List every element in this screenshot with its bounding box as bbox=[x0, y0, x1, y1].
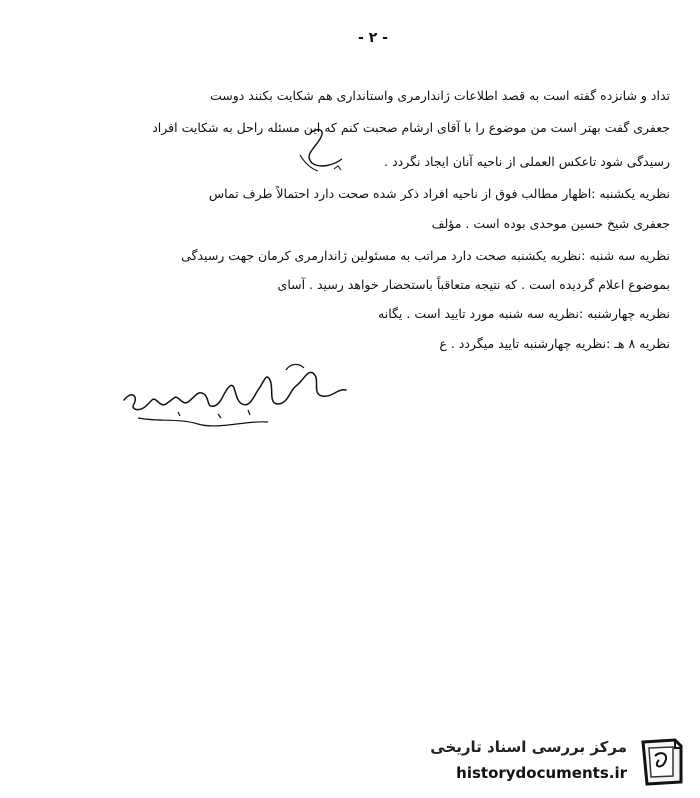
watermark-title: مرکز بررسی اسناد تاریخی bbox=[430, 738, 627, 756]
opinion-sunday: نظریه یکشنبه :اظهار مطالب فوق از ناحیه افراد ذکر شده صحت دارد احتمالاً طرف تماس bbox=[208, 186, 670, 201]
page-number: - ۲ - bbox=[358, 30, 388, 46]
watermark bbox=[410, 730, 695, 792]
handwritten-signature bbox=[118, 360, 358, 450]
body-line: رسیدگی شود تاعکس العملی از ناحیه آنان ایجاد نگردد . bbox=[384, 154, 670, 169]
watermark-url: historydocuments.ir bbox=[456, 764, 627, 782]
archive-logo-icon bbox=[635, 736, 689, 788]
body-line: تداد و شانزده گفته است به قصد اطلاعات ژاندارمری واستانداری هم شکایت بکنند دوست bbox=[209, 88, 670, 103]
handwritten-mark bbox=[290, 125, 360, 175]
body-line: جعفری گفت بهتر است من موضوع را با آقای ارشام صحبت کنم که این مسئله راحل به شکایت افراد bbox=[152, 120, 670, 135]
opinion-final: نظریه ۸ هـ :نظریه چهارشنبه تایید میگردد . ع bbox=[439, 336, 670, 351]
body-line: بموضوع اعلام گردیده است . که نتیجه متعاقباً باستحضار خواهد رسید . آسای bbox=[277, 277, 670, 292]
opinion-tuesday: نظریه سه شنبه :نظریه یکشنبه صحت دارد مراتب به مسئولین ژاندارمری کرمان جهت رسیدگی bbox=[181, 248, 670, 263]
body-line: جعفری شیخ حسین موحدی بوده است . مؤلف bbox=[431, 216, 670, 231]
opinion-wednesday: نظریه چهارشنبه :نظریه سه شنبه مورد تایید است . یگانه bbox=[378, 306, 670, 321]
